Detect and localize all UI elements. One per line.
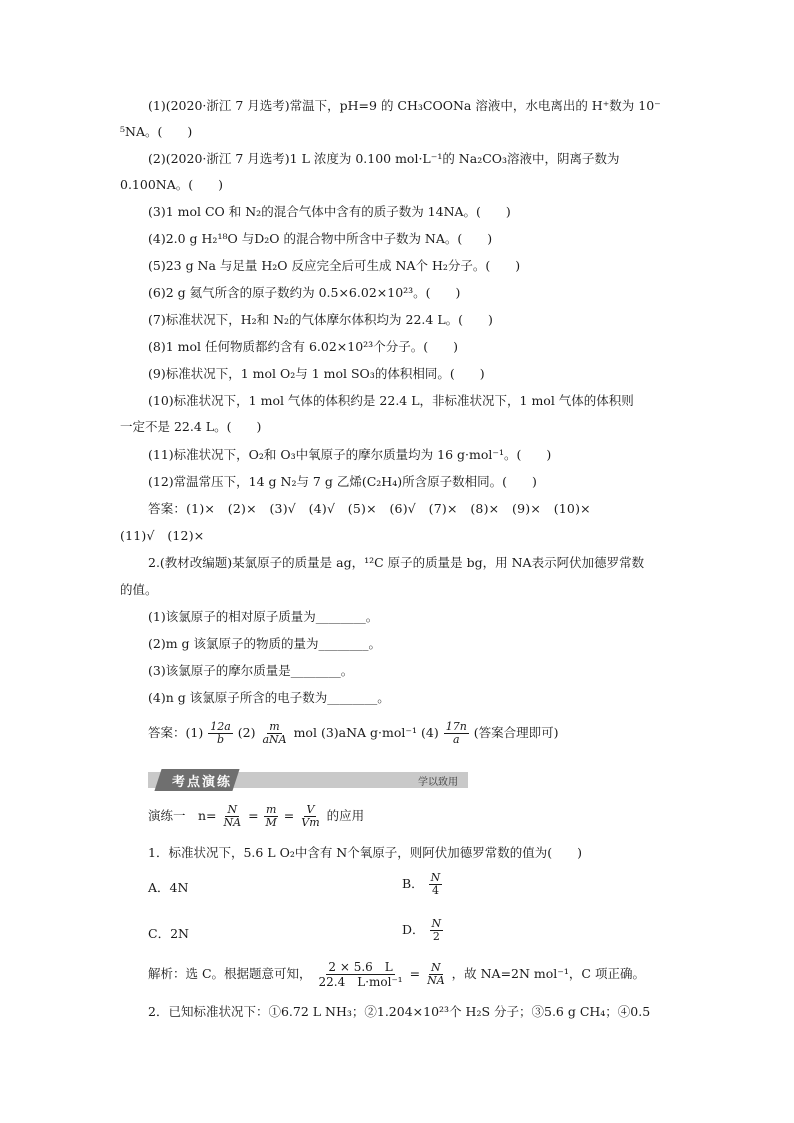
fraction-numerator: 2 × 5.6 L [328,960,393,974]
analysis-fraction-1 [317,960,405,989]
drill-heading [148,800,364,832]
answer-3: (3)aNA g·mol⁻¹ [320,725,418,740]
answer-2-fraction [260,721,288,746]
fraction-numerator: N [431,961,441,974]
item-8: (8)1 mol 任何物质都约含有 6.02×10²³个分子。( ) [148,339,458,354]
analysis-fraction-2 [425,962,447,987]
fraction-numerator: N [430,871,441,884]
answer-label: 答案：(1) [148,725,204,740]
fraction-numerator: N [227,803,238,816]
option-c: C．2N [148,926,189,941]
fraction-denominator: 22.4 L·mol⁻¹ [318,975,403,989]
option-b-fraction [429,872,443,897]
equals-sign: = [409,966,421,981]
answer-2-label: (2) [237,725,256,740]
answer-4-fraction [444,721,469,746]
drill-q1-stem: 1．标准状况下，5.6 L O₂中含有 N个氧原子，则阿伏加德罗常数的值为( ) [148,845,583,860]
item-9: (9)标准状况下，1 mol O₂与 1 mol SO₃的体积相同。( ) [148,366,485,381]
problem-2-answer [148,720,559,746]
answer-1-line-1: 答案：(1)× (2)× (3)√ (4)√ (5)× (6)√ (7)× (8)× (9)× (10)× [148,501,591,516]
fraction-numerator: N [431,917,442,930]
item-10-line-1: (10)标准状况下，1 mol 气体的体积约是 22.4 L，非标准状况下，1 mol 气体的体积则 [148,393,634,408]
problem-2-sub-2: (2)m g 该氯原子的物质的量为________。 [148,636,382,651]
item-2-line-2: 0.100NA。( ) [120,177,224,192]
fraction-numerator: 12a [210,720,231,733]
item-11: (11)标准状况下，O₂和 O₃中氧原子的摩尔质量均为 16 g·mol⁻¹。( ) [148,447,552,462]
fraction-denominator: 4 [431,884,439,897]
heading-prefix: 演练一 n= [148,808,217,823]
fraction-denominator: NA [427,974,445,987]
fraction-denominator: M [265,816,277,829]
item-6: (6)2 g 氦气所含的原子数约为 0.5×6.02×10²³。( ) [148,285,461,300]
fraction-denominator: b [216,733,224,746]
fraction-denominator: Vm [301,816,320,829]
item-2-line-1: (2)(2020·浙江 7 月选考)1 L 浓度为 0.100 mol·L⁻¹的 Na₂CO₃溶液中，阴离子数为 [148,151,620,166]
option-label: B． [402,876,424,891]
answer-2-unit: mol [293,725,317,740]
fraction-denominator: 2 [432,930,440,943]
option-label: D． [402,922,425,937]
problem-2-sub-3: (3)该氯原子的摩尔质量是________。 [148,663,354,678]
analysis-prefix: 解析：选 C。根据题意可知， [148,966,312,981]
answer-1-fraction [208,721,233,746]
answer-1-line-2: (11)√ (12)× [120,528,205,543]
item-3: (3)1 mol CO 和 N₂的混合气体中含有的质子数为 14NA。( ) [148,204,511,219]
heading-fraction-1 [222,804,244,829]
banner-tag: 学以致用 [418,777,458,788]
fraction-numerator: 17n [445,720,467,733]
problem-2-stem-line-1: 2.(教材改编题)某氯原子的质量是 ag，¹²C 原子的质量是 bg，用 NA表示阿伏加德罗常数 [148,555,645,570]
fraction-numerator: m [269,720,280,733]
heading-suffix: 的应用 [326,808,365,823]
problem-2-sub-1: (1)该氯原子的相对原子质量为________。 [148,609,379,624]
item-1-line-2: ⁵NA。( ) [120,124,193,139]
item-12: (12)常温常压下，14 g N₂与 7 g 乙烯(C₂H₄)所含原子数相同。( ) [148,474,537,489]
problem-2-stem-line-2: 的值。 [120,582,158,597]
equals-sign: = [248,808,259,823]
fraction-denominator: aNA [262,733,287,746]
heading-fraction-3 [299,804,321,829]
answer-4-note: (答案合理即可) [473,725,559,740]
item-4: (4)2.0 g H₂¹⁸O 与D₂O 的混合物中所含中子数为 NA。( ) [148,231,493,246]
answer-4-label: (4) [421,725,439,740]
analysis-suffix: ，故 NA=2N mol⁻¹，C 项正确。 [451,966,645,981]
section-banner [148,769,468,791]
fraction-denominator: a [452,733,460,746]
heading-fraction-2 [264,804,279,829]
drill-q1-analysis [148,956,645,992]
problem-2-sub-4: (4)n g 该氯原子所含的电子数为________。 [148,690,390,705]
item-7: (7)标准状况下，H₂和 N₂的气体摩尔体积均为 22.4 L。( ) [148,312,493,327]
option-b [402,868,443,900]
fraction-numerator: m [265,803,277,816]
option-d-fraction [430,918,444,943]
drill-q2-stem: 2．已知标准状况下：①6.72 L NH₃；②1.204×10²³个 H₂S 分子；③5.6 g CH₄；④0.5 [148,1004,651,1019]
fraction-numerator: V [306,803,315,816]
equals-sign: = [283,808,295,823]
banner-title: 考点演练 [172,775,233,790]
option-a: A．4N [148,880,189,895]
item-1-line-1: (1)(2020·浙江 7 月选考)常温下，pH=9 的 CH₃COONa 溶液中，水电离出的 H⁺数为 10⁻ [148,98,661,113]
item-5: (5)23 g Na 与足量 H₂O 反应完全后可生成 NA个 H₂分子。( ) [148,258,521,273]
item-10-line-2: 一定不是 22.4 L。( ) [120,419,262,434]
option-d [402,914,444,946]
fraction-denominator: NA [223,816,242,829]
